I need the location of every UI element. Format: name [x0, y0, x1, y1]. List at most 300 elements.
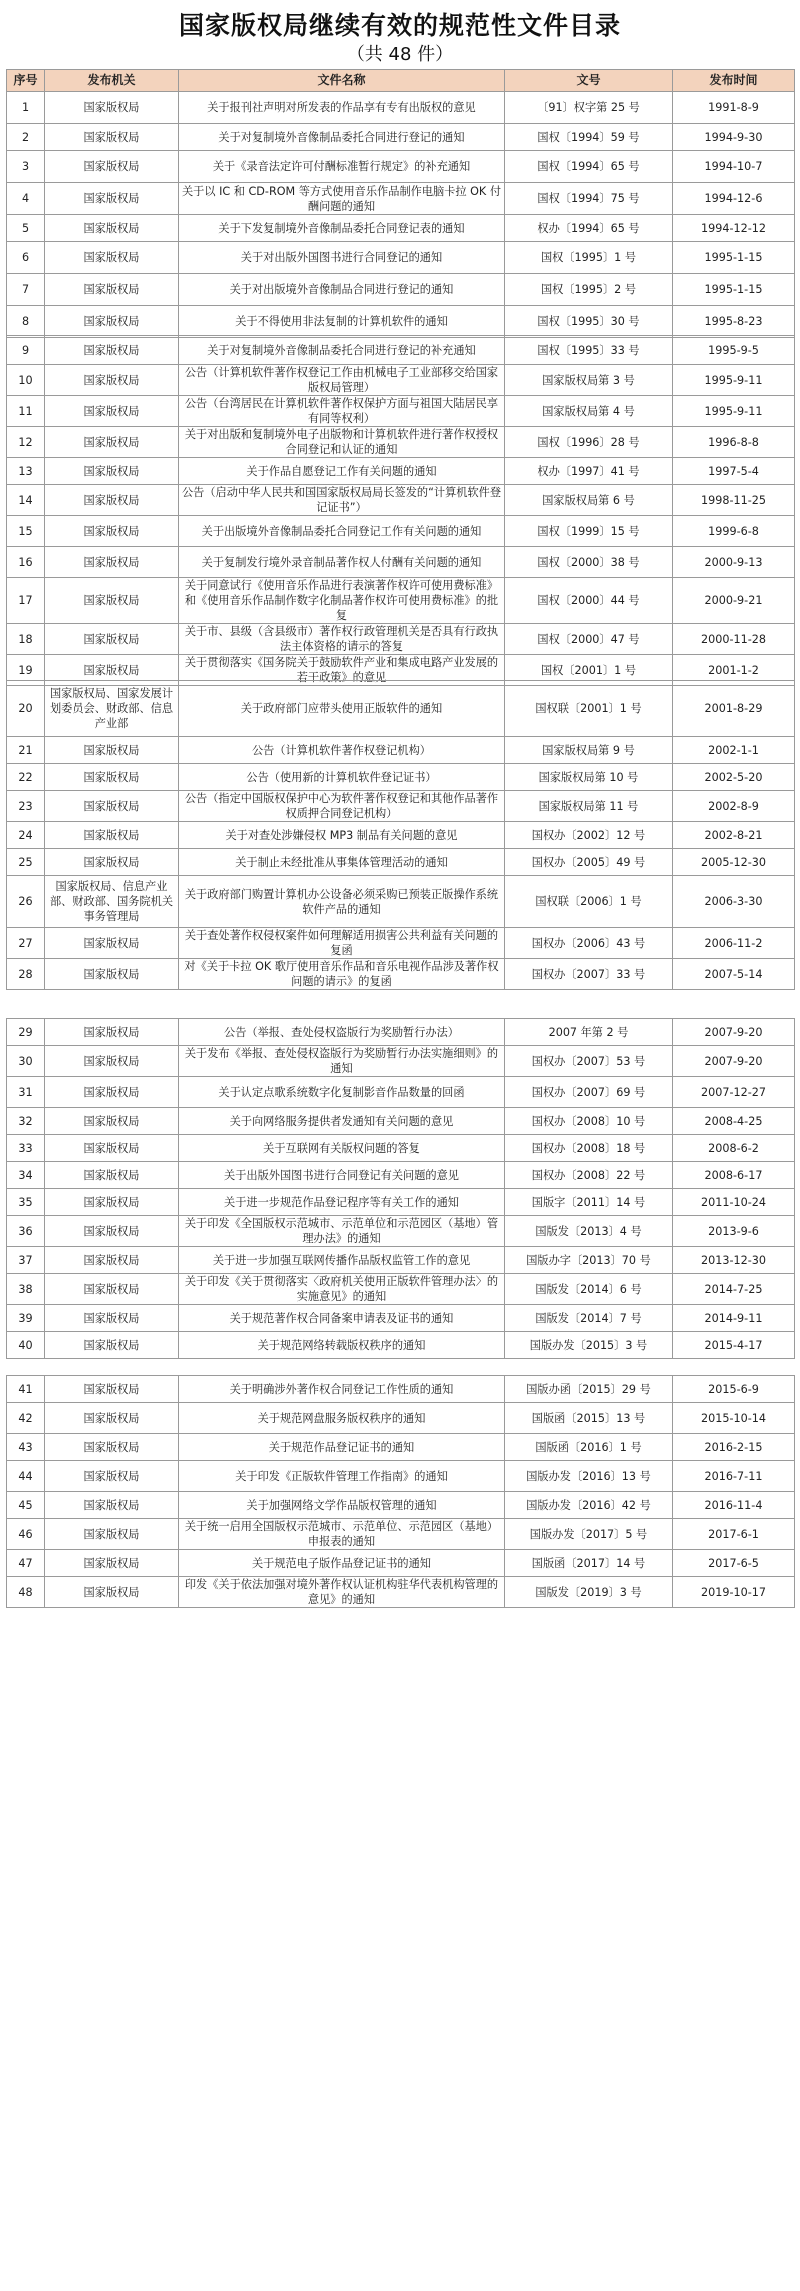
issuing-agency-cell: 国家版权局: [45, 306, 179, 338]
column-header-issue-date: 发布时间: [673, 70, 795, 92]
table-row: [7, 822, 795, 849]
document-number-cell: 国版函〔2016〕1 号: [505, 1434, 673, 1461]
table-row: [7, 92, 795, 124]
table-row: [7, 274, 795, 306]
issuing-agency-cell: 国家版权局: [45, 578, 179, 624]
document-title: 国家版权局继续有效的规范性文件目录: [178, 11, 621, 40]
document-number-cell: 国版发〔2014〕6 号: [505, 1274, 673, 1305]
table-row: [7, 427, 795, 458]
document-number-cell: 国版字〔2011〕14 号: [505, 1189, 673, 1216]
issue-date-cell: 2000-11-28: [673, 624, 795, 655]
document-name-cell: 关于加强网络文学作品版权管理的通知: [179, 1492, 505, 1519]
issuing-agency-cell: 国家版权局: [45, 547, 179, 578]
document-number-cell: 国版函〔2015〕13 号: [505, 1403, 673, 1434]
table-row: [7, 1108, 795, 1135]
issue-date-cell: 2015-10-14: [673, 1403, 795, 1434]
serial-number-cell: 23: [7, 791, 45, 822]
table-row: [7, 959, 795, 990]
document-number-cell: 国权〔1994〕75 号: [505, 183, 673, 215]
issuing-agency-cell: 国家版权局: [45, 1247, 179, 1274]
document-number-cell: 国权〔2000〕44 号: [505, 578, 673, 624]
serial-number-cell: 1: [7, 92, 45, 124]
serial-number-cell: 5: [7, 215, 45, 242]
issue-date-cell: 1994-9-30: [673, 124, 795, 151]
issue-date-cell: 2008-6-17: [673, 1162, 795, 1189]
document-name-cell: 关于复制发行境外录音制品著作权人付酬有关问题的通知: [179, 547, 505, 578]
document-name-cell: 关于出版境外音像制品委托合同登记工作有关问题的通知: [179, 516, 505, 547]
table-row: [7, 578, 795, 624]
document-name-cell: 关于认定点歌系统数字化复制影音作品数量的回函: [179, 1077, 505, 1108]
table-row: [7, 516, 795, 547]
issue-date-cell: 2015-6-9: [673, 1376, 795, 1403]
issue-date-cell: 2008-6-2: [673, 1135, 795, 1162]
document-name-cell: 关于对出版外国图书进行合同登记的通知: [179, 242, 505, 274]
issuing-agency-cell: 国家版权局: [45, 215, 179, 242]
catalog-table-section: [6, 1375, 795, 1608]
document-number-cell: 国版办发〔2016〕42 号: [505, 1492, 673, 1519]
issue-date-cell: 2006-3-30: [673, 876, 795, 928]
document-number-cell: 国家版权局第 9 号: [505, 737, 673, 764]
document-number-cell: 权办〔1997〕41 号: [505, 458, 673, 485]
document-number-cell: 国家版权局第 10 号: [505, 764, 673, 791]
document-number-cell: 国版办发〔2017〕5 号: [505, 1519, 673, 1550]
issuing-agency-cell: 国家版权局: [45, 655, 179, 686]
issue-date-cell: 2000-9-13: [673, 547, 795, 578]
serial-number-cell: 4: [7, 183, 45, 215]
issuing-agency-cell: 国家版权局: [45, 1108, 179, 1135]
issuing-agency-cell: 国家版权局: [45, 274, 179, 306]
table-header-row: [7, 70, 795, 92]
document-name-cell: 关于出版外国图书进行合同登记有关问题的意见: [179, 1162, 505, 1189]
serial-number-cell: 2: [7, 124, 45, 151]
issue-date-cell: 1996-8-8: [673, 427, 795, 458]
document-number-cell: 2007 年第 2 号: [505, 1019, 673, 1046]
table-row: [7, 737, 795, 764]
table-row: [7, 365, 795, 396]
issue-date-cell: 2001-8-29: [673, 681, 795, 737]
issuing-agency-cell: 国家版权局: [45, 764, 179, 791]
issuing-agency-cell: 国家版权局: [45, 1519, 179, 1550]
issuing-agency-cell: 国家版权局: [45, 624, 179, 655]
document-name-cell: 关于规范网盘服务版权秩序的通知: [179, 1403, 505, 1434]
table-row: [7, 183, 795, 215]
document-number-cell: 国权办〔2007〕33 号: [505, 959, 673, 990]
issue-date-cell: 2006-11-2: [673, 928, 795, 959]
issue-date-cell: 2002-8-9: [673, 791, 795, 822]
document-name-cell: 关于印发《关于贯彻落实〈政府机关使用正版软件管理办法〉的实施意见》的通知: [179, 1274, 505, 1305]
document-name-cell: 关于规范网络转载版权秩序的通知: [179, 1332, 505, 1359]
document-name-cell: 关于同意试行《使用音乐作品进行表演著作权许可使用费标准》和《使用音乐作品制作数字化制品著作权许可使用费标准》的批复: [179, 578, 505, 624]
document-name-cell: 关于印发《全国版权示范城市、示范单位和示范园区（基地）管理办法》的通知: [179, 1216, 505, 1247]
issuing-agency-cell: 国家版权局: [45, 1577, 179, 1608]
issuing-agency-cell: 国家版权局: [45, 396, 179, 427]
serial-number-cell: 27: [7, 928, 45, 959]
serial-number-cell: 29: [7, 1019, 45, 1046]
issue-date-cell: 1997-5-4: [673, 458, 795, 485]
serial-number-cell: 11: [7, 396, 45, 427]
serial-number-cell: 21: [7, 737, 45, 764]
serial-number-cell: 39: [7, 1305, 45, 1332]
issue-date-cell: 2013-9-6: [673, 1216, 795, 1247]
table-row: [7, 1376, 795, 1403]
document-name-cell: 公告（计算机软件著作权登记工作由机械电子工业部移交给国家版权局管理）: [179, 365, 505, 396]
document-name-cell: 关于向网络服务提供者发通知有关问题的意见: [179, 1108, 505, 1135]
table-row: [7, 764, 795, 791]
catalog-table-section: [6, 1018, 795, 1359]
document-name-cell: 关于对出版境外音像制品合同进行登记的通知: [179, 274, 505, 306]
table-row: [7, 1247, 795, 1274]
issuing-agency-cell: 国家版权局: [45, 737, 179, 764]
serial-number-cell: 36: [7, 1216, 45, 1247]
issue-date-cell: 2002-8-21: [673, 822, 795, 849]
document-number-cell: 国权联〔2006〕1 号: [505, 876, 673, 928]
document-name-cell: 关于《录音法定许可付酬标准暂行规定》的补充通知: [179, 151, 505, 183]
document-name-cell: 关于进一步加强互联网传播作品版权监管工作的意见: [179, 1247, 505, 1274]
issuing-agency-cell: 国家版权局: [45, 1077, 179, 1108]
issue-date-cell: 1991-8-9: [673, 92, 795, 124]
serial-number-cell: 25: [7, 849, 45, 876]
issue-date-cell: 2007-9-20: [673, 1046, 795, 1077]
document-name-cell: 关于对出版和复制境外电子出版物和计算机软件进行著作权授权合同登记和认证的通知: [179, 427, 505, 458]
document-name-cell: 关于不得使用非法复制的计算机软件的通知: [179, 306, 505, 338]
serial-number-cell: 43: [7, 1434, 45, 1461]
document-number-cell: 国家版权局第 3 号: [505, 365, 673, 396]
serial-number-cell: 7: [7, 274, 45, 306]
issue-date-cell: 2007-12-27: [673, 1077, 795, 1108]
issuing-agency-cell: 国家版权局: [45, 365, 179, 396]
document-number-cell: 国权办〔2006〕43 号: [505, 928, 673, 959]
document-number-cell: 权办〔1994〕65 号: [505, 215, 673, 242]
serial-number-cell: 24: [7, 822, 45, 849]
issuing-agency-cell: 国家版权局: [45, 516, 179, 547]
issue-date-cell: 2016-2-15: [673, 1434, 795, 1461]
serial-number-cell: 13: [7, 458, 45, 485]
document-name-cell: 公告（使用新的计算机软件登记证书）: [179, 764, 505, 791]
issue-date-cell: 2007-5-14: [673, 959, 795, 990]
document-number-cell: 国权〔1999〕15 号: [505, 516, 673, 547]
document-name-cell: 关于规范著作权合同备案申请表及证书的通知: [179, 1305, 505, 1332]
document-number-cell: 国权〔1994〕65 号: [505, 151, 673, 183]
serial-number-cell: 20: [7, 681, 45, 737]
table-row: [7, 1077, 795, 1108]
serial-number-cell: 47: [7, 1550, 45, 1577]
issuing-agency-cell: 国家版权局: [45, 427, 179, 458]
issuing-agency-cell: 国家版权局、国家发展计划委员会、财政部、信息产业部: [45, 681, 179, 737]
issuing-agency-cell: 国家版权局: [45, 1189, 179, 1216]
issuing-agency-cell: 国家版权局: [45, 92, 179, 124]
serial-number-cell: 15: [7, 516, 45, 547]
issuing-agency-cell: 国家版权局: [45, 1274, 179, 1305]
catalog-table-section: [6, 680, 795, 990]
issue-date-cell: 1995-9-11: [673, 365, 795, 396]
issue-date-cell: 2014-7-25: [673, 1274, 795, 1305]
document-number-cell: 国权〔1996〕28 号: [505, 427, 673, 458]
document-number-cell: 国权〔1995〕2 号: [505, 274, 673, 306]
serial-number-cell: 35: [7, 1189, 45, 1216]
table-row: [7, 458, 795, 485]
document-name-cell: 关于对查处涉嫌侵权 MP3 制品有关问题的意见: [179, 822, 505, 849]
document-number-cell: 国版办发〔2016〕13 号: [505, 1461, 673, 1492]
document-number-cell: 国权办〔2007〕69 号: [505, 1077, 673, 1108]
issue-date-cell: 1995-1-15: [673, 242, 795, 274]
document-number-cell: 国版发〔2019〕3 号: [505, 1577, 673, 1608]
table-row: [7, 1577, 795, 1608]
issue-date-cell: 2001-1-2: [673, 655, 795, 686]
serial-number-cell: 9: [7, 336, 45, 365]
issuing-agency-cell: 国家版权局、信息产业部、财政部、国务院机关事务管理局: [45, 876, 179, 928]
table-row: [7, 681, 795, 737]
document-number-cell: 国权〔2001〕1 号: [505, 655, 673, 686]
issuing-agency-cell: 国家版权局: [45, 485, 179, 516]
document-number-cell: 国权联〔2001〕1 号: [505, 681, 673, 737]
document-name-cell: 关于印发《正版软件管理工作指南》的通知: [179, 1461, 505, 1492]
issue-date-cell: 1995-8-23: [673, 306, 795, 338]
document-name-cell: 关于政府部门购置计算机办公设备必须采购已预装正版操作系统软件产品的通知: [179, 876, 505, 928]
issuing-agency-cell: 国家版权局: [45, 1550, 179, 1577]
document-number-cell: 国权〔2000〕38 号: [505, 547, 673, 578]
document-subtitle: （共 48 件）: [346, 44, 454, 65]
issuing-agency-cell: 国家版权局: [45, 928, 179, 959]
serial-number-cell: 42: [7, 1403, 45, 1434]
issuing-agency-cell: 国家版权局: [45, 1216, 179, 1247]
serial-number-cell: 40: [7, 1332, 45, 1359]
table-row: [7, 791, 795, 822]
serial-number-cell: 38: [7, 1274, 45, 1305]
document-number-cell: 国版发〔2013〕4 号: [505, 1216, 673, 1247]
document-name-cell: 关于查处著作权侵权案件如何理解适用损害公共利益有关问题的复函: [179, 928, 505, 959]
issuing-agency-cell: 国家版权局: [45, 791, 179, 822]
issuing-agency-cell: 国家版权局: [45, 959, 179, 990]
issue-date-cell: 1995-9-11: [673, 396, 795, 427]
issuing-agency-cell: 国家版权局: [45, 1461, 179, 1492]
document-name-cell: 公告（台湾居民在计算机软件著作权保护方面与祖国大陆居民享有同等权利）: [179, 396, 505, 427]
issuing-agency-cell: 国家版权局: [45, 849, 179, 876]
document-number-cell: 国权〔1995〕33 号: [505, 336, 673, 365]
serial-number-cell: 18: [7, 624, 45, 655]
issue-date-cell: 2015-4-17: [673, 1332, 795, 1359]
table-row: [7, 1216, 795, 1247]
issue-date-cell: 2002-1-1: [673, 737, 795, 764]
issue-date-cell: 1998-11-25: [673, 485, 795, 516]
table-row: [7, 1332, 795, 1359]
issue-date-cell: 2016-7-11: [673, 1461, 795, 1492]
column-header-document-name: 文件名称: [179, 70, 505, 92]
issuing-agency-cell: 国家版权局: [45, 242, 179, 274]
document-number-cell: 国版办函〔2015〕29 号: [505, 1376, 673, 1403]
issue-date-cell: 2011-10-24: [673, 1189, 795, 1216]
issue-date-cell: 1994-12-12: [673, 215, 795, 242]
table-row: [7, 1019, 795, 1046]
document-name-cell: 关于报刊社声明对所发表的作品享有专有出版权的意见: [179, 92, 505, 124]
table-row: [7, 1274, 795, 1305]
table-row: [7, 1162, 795, 1189]
issue-date-cell: 1995-1-15: [673, 274, 795, 306]
serial-number-cell: 44: [7, 1461, 45, 1492]
document-number-cell: 国权办〔2008〕10 号: [505, 1108, 673, 1135]
table-row: [7, 1550, 795, 1577]
issue-date-cell: 1994-10-7: [673, 151, 795, 183]
document-name-cell: 关于作品自愿登记工作有关问题的通知: [179, 458, 505, 485]
issue-date-cell: 2005-12-30: [673, 849, 795, 876]
document-name-cell: 关于发布《举报、查处侵权盗版行为奖励暂行办法实施细则》的通知: [179, 1046, 505, 1077]
serial-number-cell: 34: [7, 1162, 45, 1189]
issuing-agency-cell: 国家版权局: [45, 1492, 179, 1519]
table-row: [7, 624, 795, 655]
serial-number-cell: 46: [7, 1519, 45, 1550]
document-name-cell: 公告（计算机软件著作权登记机构）: [179, 737, 505, 764]
table-row: [7, 242, 795, 274]
issue-date-cell: 2014-9-11: [673, 1305, 795, 1332]
column-header-document-number: 文号: [505, 70, 673, 92]
document-name-cell: 关于下发复制境外音像制品委托合同登记表的通知: [179, 215, 505, 242]
issuing-agency-cell: 国家版权局: [45, 124, 179, 151]
table-row: [7, 151, 795, 183]
document-number-cell: 国权办〔2002〕12 号: [505, 822, 673, 849]
document-name-cell: 对《关于卡拉 OK 歌厅使用音乐作品和音乐电视作品涉及著作权问题的请示》的复函: [179, 959, 505, 990]
serial-number-cell: 19: [7, 655, 45, 686]
table-row: [7, 396, 795, 427]
serial-number-cell: 8: [7, 306, 45, 338]
table-row: [7, 124, 795, 151]
document-number-cell: 国权〔1995〕30 号: [505, 306, 673, 338]
document-name-cell: 关于贯彻落实《国务院关于鼓励软件产业和集成电路产业发展的若干政策》的意见: [179, 655, 505, 686]
issuing-agency-cell: 国家版权局: [45, 183, 179, 215]
document-number-cell: 国家版权局第 11 号: [505, 791, 673, 822]
document-number-cell: 〔91〕权字第 25 号: [505, 92, 673, 124]
issue-date-cell: 2019-10-17: [673, 1577, 795, 1608]
serial-number-cell: 45: [7, 1492, 45, 1519]
issuing-agency-cell: 国家版权局: [45, 1019, 179, 1046]
table-row: [7, 1492, 795, 1519]
issuing-agency-cell: 国家版权局: [45, 151, 179, 183]
document-name-cell: 关于对复制境外音像制品委托合同进行登记的通知: [179, 124, 505, 151]
document-number-cell: 国版发〔2014〕7 号: [505, 1305, 673, 1332]
document-number-cell: 国权办〔2007〕53 号: [505, 1046, 673, 1077]
table-row: [7, 1305, 795, 1332]
serial-number-cell: 37: [7, 1247, 45, 1274]
issue-date-cell: 2013-12-30: [673, 1247, 795, 1274]
document-name-cell: 关于以 IC 和 CD-ROM 等方式使用音乐作品制作电脑卡拉 OK 付酬问题的通知: [179, 183, 505, 215]
serial-number-cell: 48: [7, 1577, 45, 1608]
serial-number-cell: 12: [7, 427, 45, 458]
serial-number-cell: 32: [7, 1108, 45, 1135]
document-name-cell: 关于明确涉外著作权合同登记工作性质的通知: [179, 1376, 505, 1403]
serial-number-cell: 30: [7, 1046, 45, 1077]
issuing-agency-cell: 国家版权局: [45, 336, 179, 365]
catalog-table-section: [6, 335, 795, 686]
table-row: [7, 306, 795, 338]
serial-number-cell: 33: [7, 1135, 45, 1162]
document-name-cell: 关于对复制境外音像制品委托合同进行登记的补充通知: [179, 336, 505, 365]
document-name-cell: 关于制止未经批准从事集体管理活动的通知: [179, 849, 505, 876]
issuing-agency-cell: 国家版权局: [45, 1305, 179, 1332]
table-row: [7, 547, 795, 578]
table-row: [7, 849, 795, 876]
issue-date-cell: 2017-6-1: [673, 1519, 795, 1550]
document-number-cell: 国版办字〔2013〕70 号: [505, 1247, 673, 1274]
document-name-cell: 关于市、县级（含县级市）著作权行政管理机关是否具有行政执法主体资格的请示的答复: [179, 624, 505, 655]
serial-number-cell: 28: [7, 959, 45, 990]
catalog-table-section: [6, 69, 795, 338]
document-number-cell: 国权办〔2008〕22 号: [505, 1162, 673, 1189]
serial-number-cell: 22: [7, 764, 45, 791]
document-number-cell: 国家版权局第 4 号: [505, 396, 673, 427]
issuing-agency-cell: 国家版权局: [45, 458, 179, 485]
serial-number-cell: 26: [7, 876, 45, 928]
issue-date-cell: 1995-9-5: [673, 336, 795, 365]
document-number-cell: 国权〔1994〕59 号: [505, 124, 673, 151]
serial-number-cell: 16: [7, 547, 45, 578]
issue-date-cell: 2007-9-20: [673, 1019, 795, 1046]
document-number-cell: 国家版权局第 6 号: [505, 485, 673, 516]
serial-number-cell: 3: [7, 151, 45, 183]
table-row: [7, 1519, 795, 1550]
document-name-cell: 公告（举报、查处侵权盗版行为奖励暂行办法）: [179, 1019, 505, 1046]
document-name-cell: 公告（指定中国版权保护中心为软件著作权登记和其他作品著作权质押合同登记机构）: [179, 791, 505, 822]
table-row: [7, 1403, 795, 1434]
document-name-cell: 关于规范作品登记证书的通知: [179, 1434, 505, 1461]
issue-date-cell: 1994-12-6: [673, 183, 795, 215]
issuing-agency-cell: 国家版权局: [45, 1434, 179, 1461]
table-row: [7, 485, 795, 516]
issuing-agency-cell: 国家版权局: [45, 1046, 179, 1077]
issue-date-cell: 2008-4-25: [673, 1108, 795, 1135]
issue-date-cell: 2017-6-5: [673, 1550, 795, 1577]
table-row: [7, 876, 795, 928]
serial-number-cell: 14: [7, 485, 45, 516]
table-row: [7, 215, 795, 242]
table-row: [7, 1189, 795, 1216]
document-number-cell: 国版函〔2017〕14 号: [505, 1550, 673, 1577]
serial-number-cell: 17: [7, 578, 45, 624]
issuing-agency-cell: 国家版权局: [45, 1135, 179, 1162]
table-row: [7, 1434, 795, 1461]
issue-date-cell: 2000-9-21: [673, 578, 795, 624]
issuing-agency-cell: 国家版权局: [45, 1162, 179, 1189]
table-row: [7, 1461, 795, 1492]
column-header-serial-number: 序号: [7, 70, 45, 92]
document-number-cell: 国权办〔2008〕18 号: [505, 1135, 673, 1162]
table-row: [7, 336, 795, 365]
document-number-cell: 国权〔1995〕1 号: [505, 242, 673, 274]
issuing-agency-cell: 国家版权局: [45, 1376, 179, 1403]
document-name-cell: 关于互联网有关版权问题的答复: [179, 1135, 505, 1162]
document-number-cell: 国权办〔2005〕49 号: [505, 849, 673, 876]
issuing-agency-cell: 国家版权局: [45, 822, 179, 849]
table-row: [7, 928, 795, 959]
document-name-cell: 公告（启动中华人民共和国国家版权局局长签发的“计算机软件登记证书”）: [179, 485, 505, 516]
issue-date-cell: 2002-5-20: [673, 764, 795, 791]
column-header-issuing-agency: 发布机关: [45, 70, 179, 92]
document-number-cell: 国权〔2000〕47 号: [505, 624, 673, 655]
issue-date-cell: 1999-6-8: [673, 516, 795, 547]
table-row: [7, 1046, 795, 1077]
document-number-cell: 国版办发〔2015〕3 号: [505, 1332, 673, 1359]
serial-number-cell: 31: [7, 1077, 45, 1108]
document-name-cell: 关于政府部门应带头使用正版软件的通知: [179, 681, 505, 737]
issuing-agency-cell: 国家版权局: [45, 1403, 179, 1434]
issuing-agency-cell: 国家版权局: [45, 1332, 179, 1359]
serial-number-cell: 41: [7, 1376, 45, 1403]
serial-number-cell: 6: [7, 242, 45, 274]
document-name-cell: 关于进一步规范作品登记程序等有关工作的通知: [179, 1189, 505, 1216]
document-name-cell: 关于统一启用全国版权示范城市、示范单位、示范园区（基地）申报表的通知: [179, 1519, 505, 1550]
document-name-cell: 印发《关于依法加强对境外著作权认证机构驻华代表机构管理的意见》的通知: [179, 1577, 505, 1608]
serial-number-cell: 10: [7, 365, 45, 396]
issue-date-cell: 2016-11-4: [673, 1492, 795, 1519]
table-row: [7, 1135, 795, 1162]
document-name-cell: 关于规范电子版作品登记证书的通知: [179, 1550, 505, 1577]
